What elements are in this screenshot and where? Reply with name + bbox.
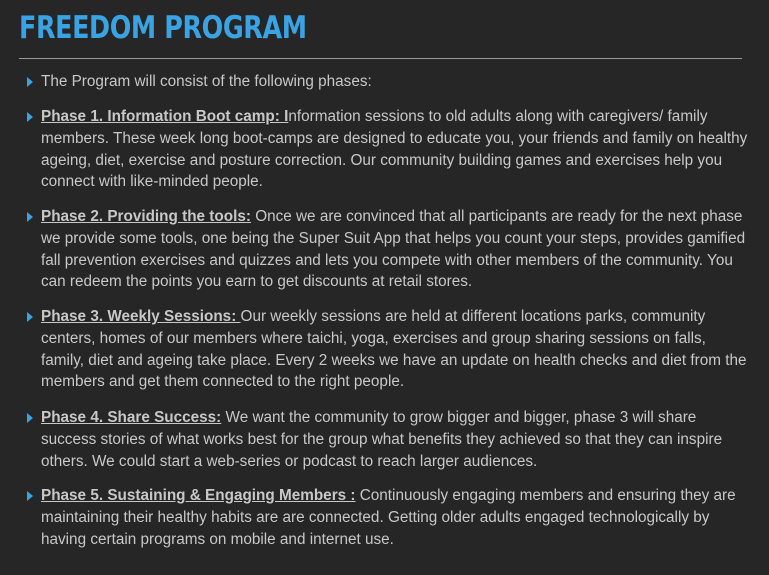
phase-1-text: nformation sessions to old adults along with caregivers/ family members. These week long boot-camps are designed to educate you, your friends and family on healthy ageing, diet, exercise and posture correction. Our community building games and exercises help you connect with like-minded people. [41, 108, 748, 191]
bullet-arrow-icon [27, 77, 33, 87]
phase-4-heading: Phase 4. Share Success: [41, 409, 222, 426]
phase-4-text: We want the community to grow bigger and bigger, phase 3 will share success stories of what works best for the group what benefits they achieved so that they can inspire others. We could start a web-series or podcast to reach larger audiences. [41, 409, 723, 470]
phase-4-paragraph [41, 407, 751, 472]
phase-5-text: Continuously engaging members and ensuring they are maintaining their healthy habits are are connected. Getting older adults engaged technologically by having certain programs on mobile and internet use. [41, 487, 736, 548]
phase-3-heading: Phase 3. Weekly Sessions: [41, 308, 241, 325]
title-divider [19, 58, 742, 59]
phase-5-heading: Phase 5. Sustaining & Engaging Members : [41, 487, 356, 504]
phase-5-paragraph [41, 485, 751, 550]
bullet-arrow-icon [27, 212, 33, 222]
phase-2-paragraph [41, 206, 751, 293]
bullet-arrow-icon [27, 491, 33, 501]
bullet-arrow-icon [27, 413, 33, 423]
phase-3-text: Our weekly sessions are held at different locations parks, community centers, homes of our members where taichi, yoga, exercises and group sharing sessions on falls, family, diet and ageing take place. Every 2 weeks we have an update on health checks and diet from the members and get them connected to the right people. [41, 308, 747, 391]
bullet-arrow-icon [27, 112, 33, 122]
phase-2-text: Once we are convinced that all participants are ready for the next phase we provide some tools, one being the Super Suit App that helps you count your steps, provides gamified fall prevention exercises and quizzes and lets you compete with other members of the community. You can redeem the points you earn to get discounts at retail stores. [41, 208, 746, 291]
intro-text: The Program will consist of the following phases: [41, 73, 372, 90]
bullet-arrow-icon [27, 312, 33, 322]
phase-2-heading: Phase 2. Providing the tools: [41, 208, 251, 225]
phase-1-paragraph [41, 106, 751, 193]
phase-3-paragraph [41, 306, 751, 393]
page-title: FREEDOM PROGRAM [19, 10, 307, 46]
phase-1-heading: Phase 1. Information Boot camp: I [41, 108, 289, 125]
